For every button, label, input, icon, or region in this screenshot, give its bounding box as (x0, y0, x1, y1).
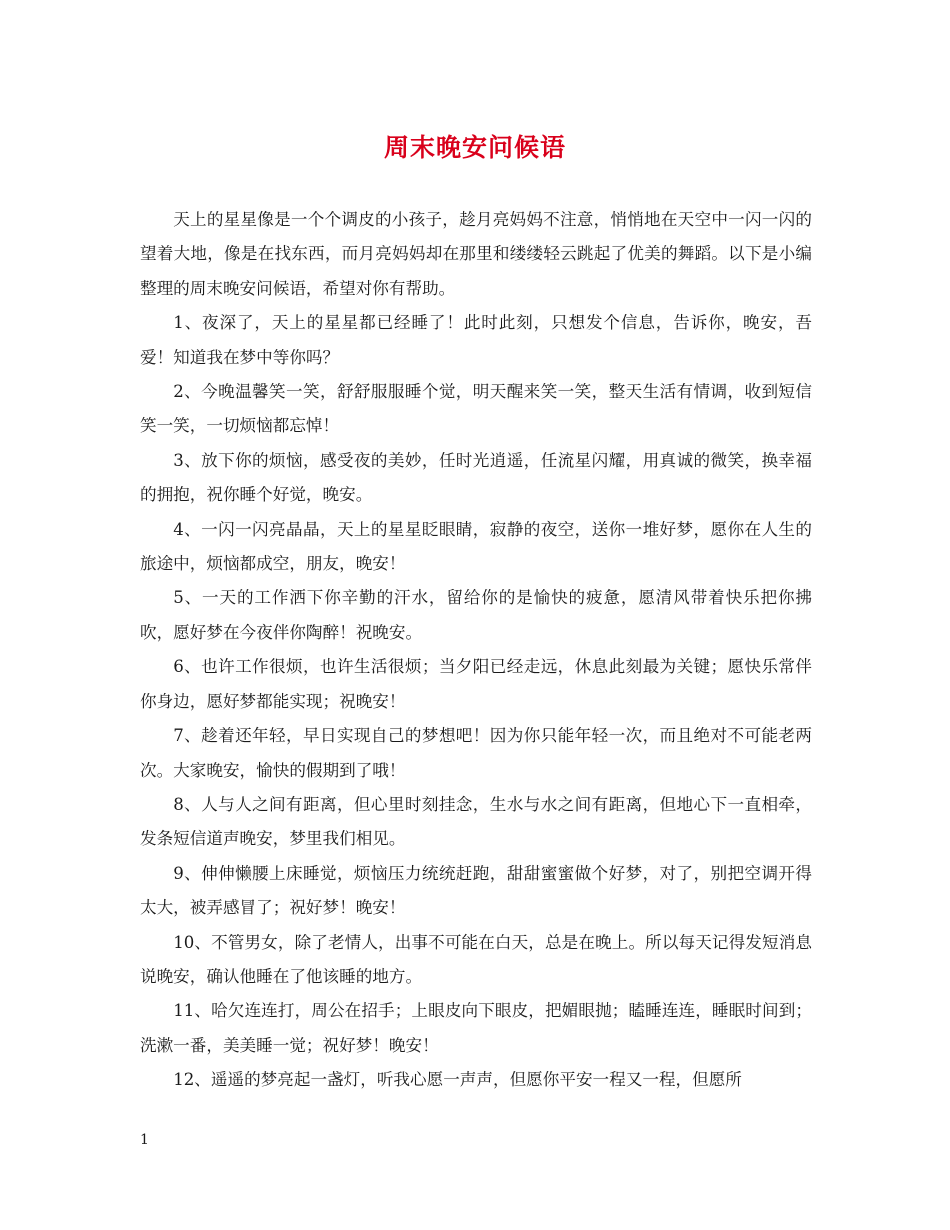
list-item: 12、遥遥的梦亮起一盏灯，听我心愿一声声，但愿你平安一程又一程，但愿所 (173, 1070, 742, 1090)
document-body (140, 203, 812, 1098)
list-item: 10、不管男女，除了老情人，出事不可能在白天，总是在晚上。所以每天记得发短消息说晚安，确认他睡在了他该睡的地方。 (140, 932, 812, 986)
page-title: 周末晚安问候语 (383, 133, 566, 162)
list-item: 5、一天的工作洒下你辛勤的汗水，留给你的是愉快的疲惫，愿清风带着快乐把你拂吹，愿好梦在今夜伴你陶醉！祝晚安。 (140, 588, 812, 642)
intro-paragraph: 天上的星星像是一个个调皮的小孩子，趁月亮妈妈不注意，悄悄地在天空中一闪一闪的望着大地，像是在找东西，而月亮妈妈却在那里和缕缕轻云跳起了优美的舞蹈。以下是小编整理的周末晚安问候语，希望对你有帮助。 (140, 210, 812, 298)
list-item: 7、趁着还年轻，早日实现自己的梦想吧！因为你只能年轻一次，而且绝对不可能老两次。大家晚安，愉快的假期到了哦！ (140, 726, 812, 780)
list-item: 6、也许工作很烦，也许生活很烦；当夕阳已经走远，休息此刻最为关键；愿快乐常伴你身边，愿好梦都能实现；祝晚安！ (140, 657, 812, 711)
page-number: 1 (140, 1132, 149, 1148)
list-item: 4、一闪一闪亮晶晶，天上的星星眨眼睛，寂静的夜空，送你一堆好梦，愿你在人生的旅途中，烦恼都成空，朋友，晚安！ (140, 519, 812, 574)
list-item: 2、今晚温馨笑一笑，舒舒服服睡个觉，明天醒来笑一笑，整天生活有情调，收到短信笑一笑，一切烦恼都忘悼！ (140, 382, 812, 436)
list-item: 11、哈欠连连打，周公在招手；上眼皮向下眼皮，把媚眼抛；瞌睡连连，睡眠时间到；洗漱一番，美美睡一觉；祝好梦！晚安！ (140, 1001, 812, 1055)
list-item: 3、放下你的烦恼，感受夜的美妙，任时光逍遥，任流星闪耀，用真诚的微笑，换幸福的拥抱，祝你睡个好觉，晚安。 (140, 450, 812, 505)
list-item: 1、夜深了，天上的星星都已经睡了！此时此刻，只想发个信息，告诉你，晚安，吾爱！知道我在梦中等你吗？ (140, 313, 812, 367)
list-item: 9、伸伸懒腰上床睡觉，烦恼压力统统赶跑，甜甜蜜蜜做个好梦，对了，别把空调开得太大，被弄感冒了；祝好梦！晚安！ (140, 863, 812, 918)
list-item: 8、人与人之间有距离，但心里时刻挂念，生水与水之间有距离，但地心下一直相牵，发条短信道声晚安，梦里我们相见。 (140, 794, 812, 849)
